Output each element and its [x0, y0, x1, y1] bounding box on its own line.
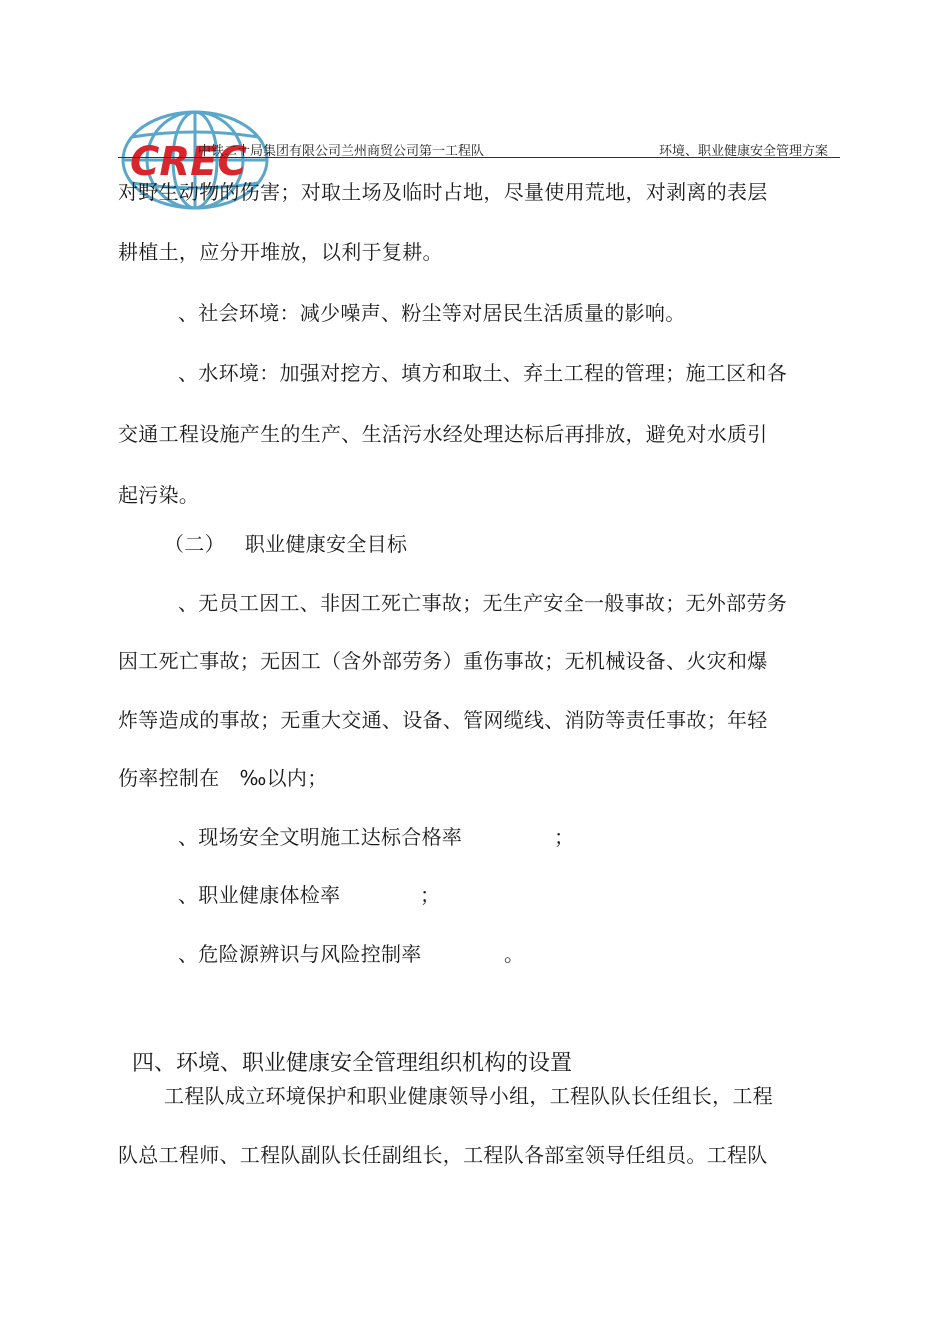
- body-line: 、危险源辨识与风险控制率: [178, 942, 422, 966]
- body-line: 耕植土，应分开堆放，以利于复耕。: [118, 240, 443, 264]
- body-line: 、社会环境：减少噪声、粉尘等对居民生活质量的影响。: [178, 301, 686, 325]
- body-line: 炸等造成的事故；无重大交通、设备、管网缆线、消防等责任事故；年轻: [118, 708, 768, 732]
- body-line: 伤率控制在 ‰以内；: [118, 766, 328, 790]
- body-line-end: ；: [420, 883, 441, 907]
- body-line-end: 。: [504, 942, 525, 966]
- header-doc-title: 环境、职业健康安全管理方案: [658, 144, 828, 159]
- section-subheading: （二） 职业健康安全目标: [164, 532, 408, 556]
- body-line: 队总工程师、工程队副队长任副组长，工程队各部室领导任组员。工程队: [118, 1143, 768, 1167]
- body-line: 、现场安全文明施工达标合格率: [178, 825, 463, 849]
- body-line: 交通工程设施产生的生产、生活污水经处理达标后再排放，避免对水质引: [118, 422, 768, 446]
- body-line: 起污染。: [118, 483, 200, 507]
- header-divider: [118, 157, 840, 158]
- body-line: 对野生动物的伤害；对取土场及临时占地，尽量使用荒地，对剥离的表层: [118, 180, 768, 204]
- body-line: 因工死亡事故；无因工（含外部劳务）重伤事故；无机械设备、火灾和爆: [118, 649, 768, 673]
- body-line-end: ；: [554, 825, 575, 849]
- body-line: 、水环境：加强对挖方、填方和取土、弃土工程的管理；施工区和各: [178, 361, 787, 385]
- page-header: [118, 136, 840, 158]
- body-line: 、职业健康体检率: [178, 883, 341, 907]
- svg-text:CREC: CREC: [130, 139, 247, 185]
- header-company: 中铁二十局集团有限公司兰州商贸公司第一工程队: [198, 144, 485, 159]
- body-line: 、无员工因工、非因工死亡事故；无生产安全一般事故；无外部劳务: [178, 591, 787, 615]
- section-heading-text: 四、环境、职业健康安全管理组织机构的设置: [132, 1051, 573, 1076]
- body-line: 工程队成立环境保护和职业健康领导小组，工程队队长任组长，工程: [164, 1084, 773, 1108]
- section-heading: [118, 1021, 572, 1077]
